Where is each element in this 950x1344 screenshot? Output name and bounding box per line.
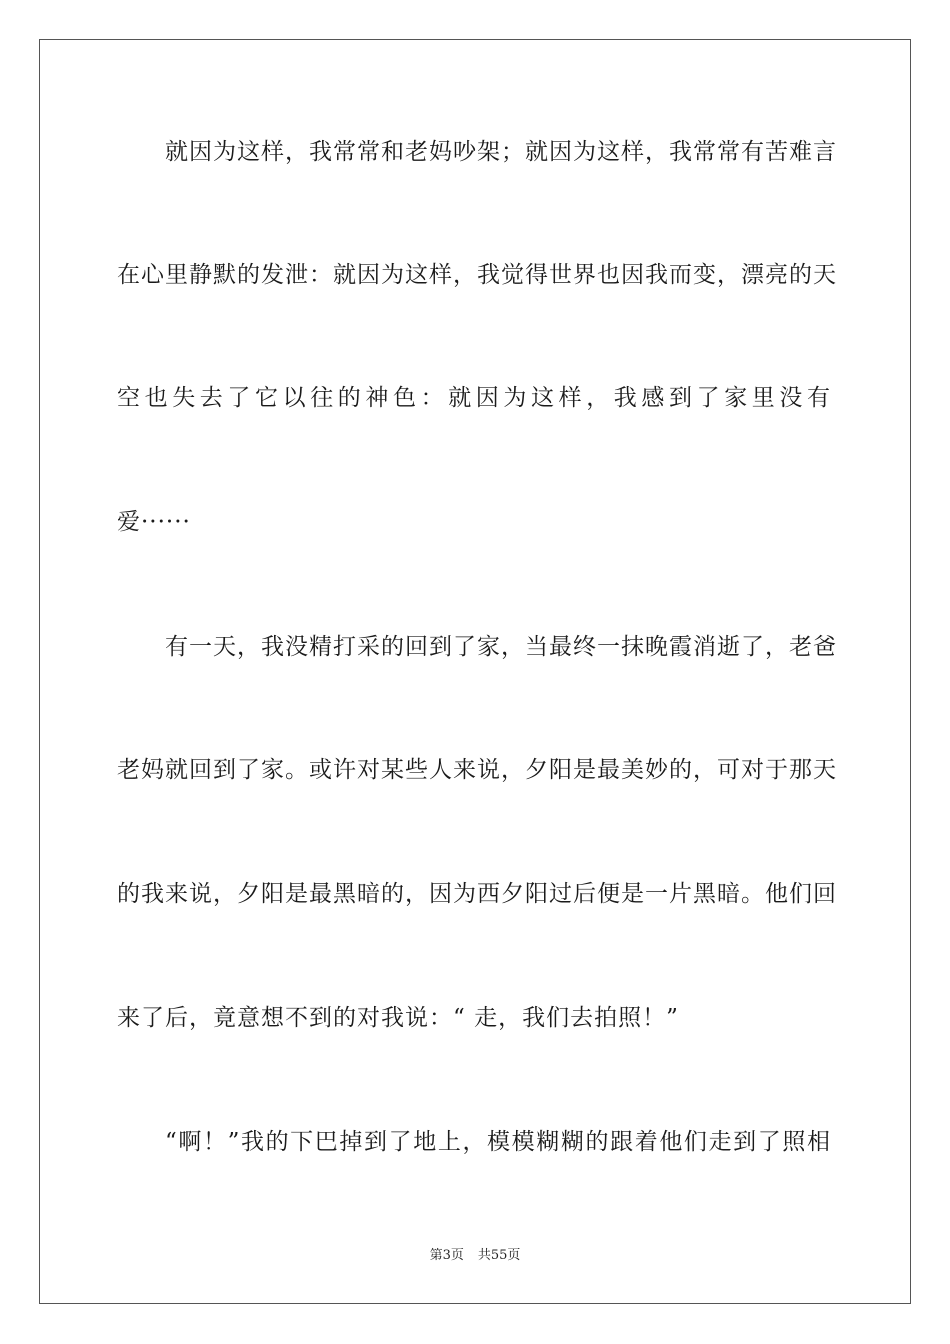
paragraph-line: 在心里静默的发泄：就因为这样，我觉得世界也因我而变，漂亮的天 [117, 262, 837, 288]
paragraph-line: 空也失去了它以往的神色：就因为这样，我感到了家里没有 [117, 385, 831, 411]
paragraph-line: 就因为这样，我常常和老妈吵架；就因为这样，我常常有苦难言 [165, 139, 837, 165]
paragraph-line: 的我来说，夕阳是最黑暗的，因为西夕阳过后便是一片黑暗。他们回 [117, 881, 837, 907]
page-border [39, 39, 911, 1304]
page-total: 共55页 [477, 1248, 521, 1263]
page-number: 第3页 [429, 1248, 464, 1263]
paragraph-line: 老妈就回到了家。或许对某些人来说，夕阳是最美妙的，可对于那天 [117, 757, 837, 783]
paragraph-line: “啊！”我的下巴掉到了地上，模模糊糊的跟着他们走到了照相 [165, 1129, 831, 1155]
paragraph-line: 来了后，竟意想不到的对我说：“ 走，我们去拍照！” [117, 1005, 679, 1031]
paragraph-line: 爱······ [117, 509, 191, 535]
paragraph-line: 有一天，我没精打采的回到了家，当最终一抹晚霞消逝了，老爸 [165, 634, 837, 660]
page-footer [0, 1247, 950, 1265]
